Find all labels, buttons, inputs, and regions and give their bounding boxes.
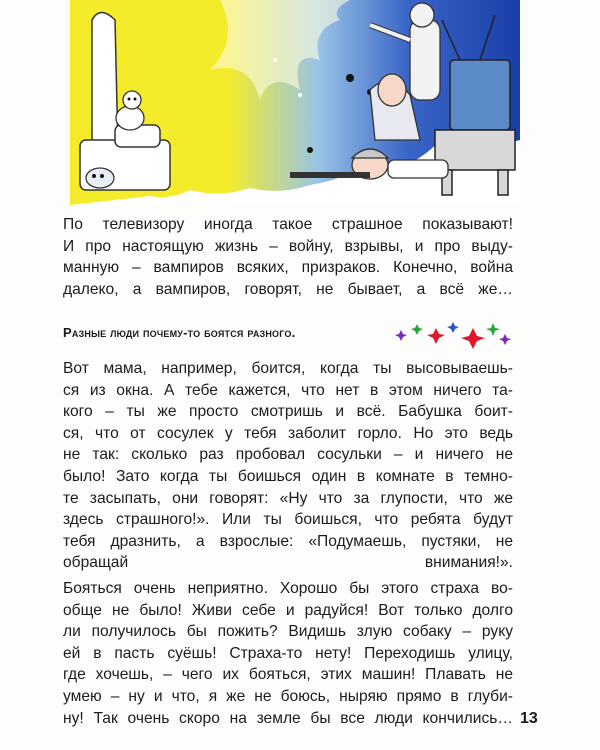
paragraph-fears [63, 358, 513, 574]
paragraph-line: далеко, а вампиров, говорят, не бывает, а всё же… [63, 280, 513, 298]
paragraph-line: По телевизору иногда такое страшное показывают! [63, 216, 513, 233]
paragraph-line: ну! Так очень скоро на земле бы все люди кончились… [63, 709, 513, 727]
star-icon [461, 328, 485, 349]
paragraph-fear-purpose [63, 578, 513, 729]
paragraph-intro [63, 214, 513, 300]
paragraph-line: манную – вампиров всяких, призраков. Конечно, война [63, 259, 513, 277]
dot [273, 58, 277, 62]
paragraph-line: Вот мама, например, боится, когда ты высовываешь- [63, 360, 513, 377]
paragraph-line: тебя дразнить, а взрослые: «Подумаешь, пустяки, не [63, 532, 513, 550]
cat-under-chair [86, 168, 114, 188]
paragraph-line: ли получилось бы пожить? Видишь злую собаку – руку [63, 623, 513, 641]
paragraph-line: И про настоящую жизнь – войну, взрывы, и про выду- [63, 237, 513, 255]
star-icon [486, 323, 500, 336]
paragraph-line: было! Зато когда ты боишься один в комнате в темно- [63, 467, 513, 485]
illustration-scene [70, 0, 520, 205]
paragraph-line: умею – ну и что, я же не боюсь, ныряю прямо в глуби- [63, 687, 513, 705]
paragraph-line: где хочешь, – чего их бояться, этих машин! Плавать не [63, 666, 513, 684]
dot [346, 74, 354, 82]
star-icon [395, 330, 407, 341]
paragraph-line: Бояться очень неприятно. Хорошо бы этого страха во- [63, 580, 513, 597]
cover-illustration [70, 0, 520, 205]
page-number: 13 [520, 710, 538, 727]
star-icon [499, 334, 511, 345]
section-heading-text: Разные люди почему-то боятся разного. [63, 325, 296, 340]
star-icon [447, 322, 459, 333]
decorative-stars-icon [393, 320, 513, 350]
dot [298, 93, 302, 97]
paragraph-line: кого – ты же просто смотришь и всё. Бабушка боит- [63, 403, 513, 421]
paragraph-line: ся, что от сосулек у тебя заболит горло. Но это ведь [63, 424, 513, 442]
dot [307, 147, 313, 153]
paragraph-line: обще не было! Живи себе и радуйся! Вот только долго [63, 601, 513, 619]
paragraph-line: ся из окна. А тебе кажется, что нет в этом ничего та- [63, 381, 513, 399]
paragraph-line: не так: сколько раз пробовал сосульки – и ничего не [63, 446, 513, 464]
paragraph-line: ей в пасть суёшь! Страха-то нету! Переходишь улицу, [63, 644, 513, 662]
paragraph-line: здесь страшного!». Или ты боишься, что ребята будут [63, 511, 513, 529]
section-heading [63, 320, 513, 350]
paragraph-line: те засыпать, они говорят: «Ну что за глупости, что же [63, 489, 513, 507]
star-icon [427, 328, 445, 344]
paragraph-line: обращай внимания!». [63, 554, 513, 572]
star-icon [411, 324, 423, 335]
